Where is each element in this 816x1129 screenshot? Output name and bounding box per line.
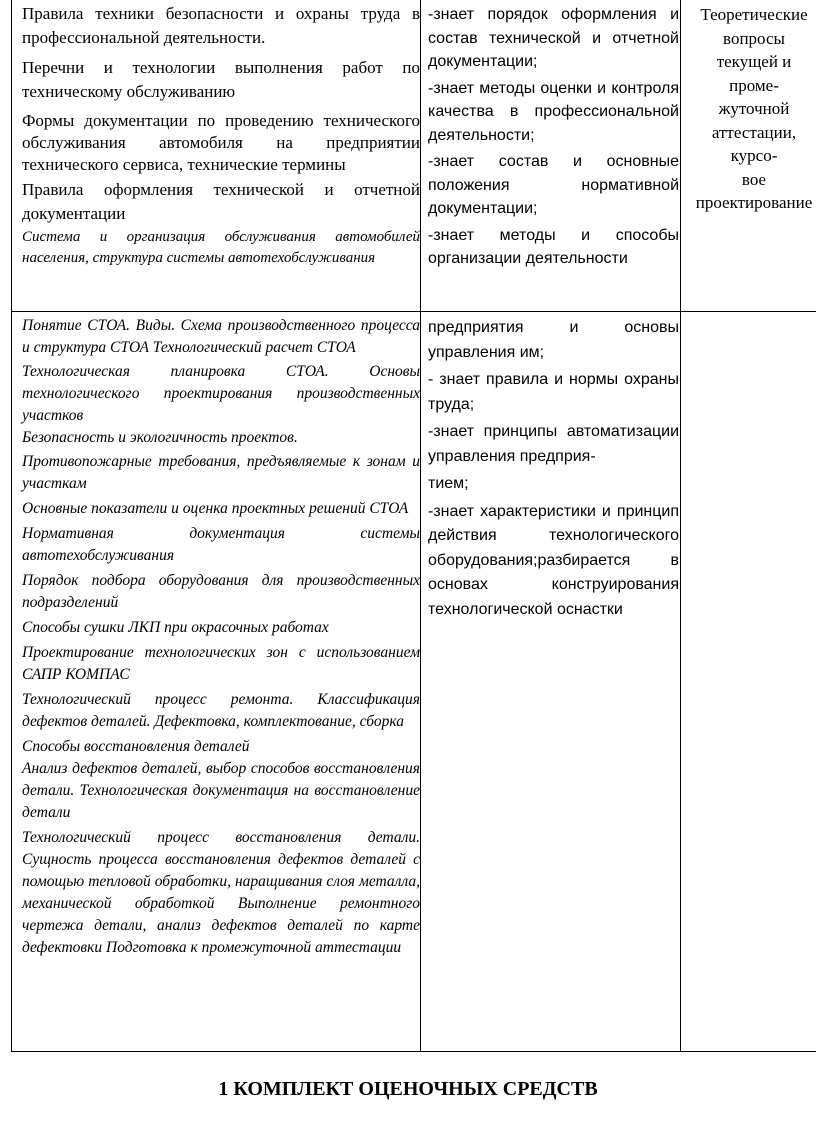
competency-table [11, 0, 816, 1052]
knowledge-item: тием; [428, 475, 469, 492]
topic-text-italic: Технологический процесс ремонта. Классификация дефектов деталей. Дефектовка, комплектование, сборка [22, 691, 420, 730]
assessment-line: аттестации, [711, 122, 797, 142]
topic-text: Правила техники безопасности и охраны труда в профессиональной деятельности. [22, 4, 420, 47]
assessment-line: проектирование [695, 193, 813, 212]
topic-text-italic: Технологический процесс восстановления детали. Сущность процесса восстановления дефектов деталей с помощью тепловой обработки, наращивания слоя металла, механической обработкой Выполнение ремонтного чертежа детали, анализ дефектов деталей по карте дефектовки Подготовка к промежуточной аттестации [22, 829, 420, 956]
assessment-line: курсо- [730, 146, 778, 165]
row1-knowledge-cell [428, 3, 679, 271]
topic-text-italic: Основные показатели и оценка проектных решений СТОА [22, 500, 409, 517]
topic-text-italic: Анализ дефектов деталей, выбор способов восстановления детали. Технологическая документация на восстановление детали [22, 760, 420, 821]
topic-text-italic: Безопасность и экологичность проектов. [22, 429, 298, 446]
knowledge-item: -знает методы и способы организации деятельности [428, 226, 679, 267]
topic-text: Правила оформления технической и отчетной документации [22, 180, 420, 223]
topic-text-italic: Порядок подбора оборудования для производственных подразделений [22, 572, 420, 611]
topic-text-italic: Технологическая планировка СТОА. Основы технологического проектирования производственных участков [22, 363, 420, 424]
topic-text: Перечни и технологии выполнения работ по техническому обслуживанию [22, 58, 420, 101]
topic-text-italic: Способы восстановления деталей [22, 738, 250, 755]
knowledge-item: -знает характеристики и принцип действия технологического оборудования;разбирается в основах конструирования технологической оснастки [428, 502, 679, 618]
row2-topics-cell [22, 315, 420, 959]
assessment-line: Теоретические [700, 5, 808, 24]
row-divider [12, 311, 816, 312]
row2-knowledge-cell [428, 316, 679, 622]
assessment-line: жуточной [718, 99, 790, 118]
knowledge-item: предприятия и основы управления им; [428, 319, 679, 361]
row1-assessment-cell [681, 3, 816, 215]
row1-topics-cell [22, 2, 420, 269]
assessment-line: проме- [729, 75, 779, 95]
assessment-line: вопросы [723, 28, 785, 48]
knowledge-item: -знает принципы автоматизации управления предприя- [428, 423, 679, 465]
topic-text-italic: Понятие СТОА. Виды. Схема производственного процесса и структура СТОА Технологический расчет СТОА [22, 317, 420, 356]
topic-text-italic: Проектирование технологических зон с использованием САПР КОМПАС [22, 644, 420, 683]
section-heading: 1 КОМПЛЕКТ ОЦЕНОЧНЫХ СРЕДСТВ [218, 1078, 598, 1100]
knowledge-item: - знает правила и нормы охраны труда; [428, 371, 679, 413]
knowledge-item: -знает состав и основные положения нормативной документации; [428, 153, 679, 217]
topic-text-italic: Противопожарные требования, предъявляемые к зонам и участкам [22, 453, 420, 492]
topic-text-italic: Нормативная документация системы автотехобслуживания [22, 525, 420, 564]
topic-text: Формы документации по проведению технического обслуживания автомобиля на предприятии технического сервиса, технические термины [22, 111, 420, 174]
assessment-line: вое [741, 169, 767, 189]
topic-text-italic: Система и организация обслуживания автомобилей населения, структура системы автотехобслуживания [22, 229, 420, 266]
knowledge-item: -знает порядок оформления и состав технической и отчетной документации; [428, 6, 679, 70]
assessment-line: текущей и [716, 52, 792, 71]
column-divider [420, 0, 421, 1052]
topic-text-italic: Способы сушки ЛКП при окрасочных работах [22, 619, 329, 636]
knowledge-item: -знает методы оценки и контроля качества в профессиональной деятельности; [428, 79, 679, 144]
